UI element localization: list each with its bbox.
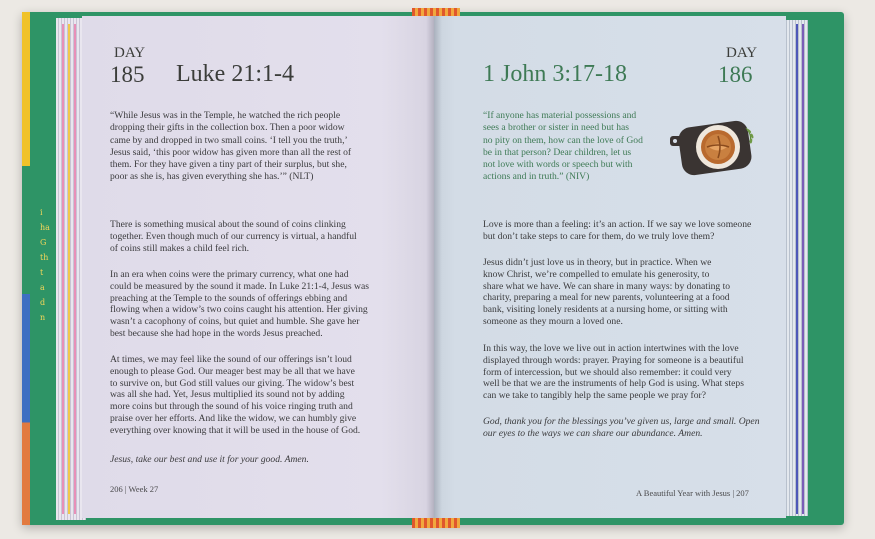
scripture-reference-left: Luke 21:1-4: [176, 61, 294, 87]
page-edge-pink: [62, 24, 64, 514]
cover-text-fragment: a: [40, 283, 45, 292]
cover-text-fragment: n: [40, 313, 46, 322]
scripture-verse-right: [483, 110, 643, 184]
page-footer-right: A Beautiful Year with Jesus | 207: [636, 488, 749, 498]
text-line: displayed through words: prayer. Praying for someone is a beautiful: [483, 354, 744, 366]
verse-line: be in that person? Dear children, let us: [483, 146, 632, 158]
text-line: flowing when a widow’s two coins caught his attention. Her giving: [110, 304, 368, 316]
text-line: know Christ, we’re compelled to emulate his generosity, to: [483, 268, 710, 280]
text-line: charity, preparing a meal for new parents, volunteering at a food: [483, 292, 730, 304]
devotional-paragraph-2-left: [110, 269, 369, 340]
text-line: everything over knowing that it will be used in the house of God.: [110, 424, 361, 436]
verse-line: them. For they have given a tiny part of their surplus, but she,: [110, 159, 347, 171]
verse-line: no pity on them, how can the love of God: [483, 134, 643, 146]
closing-prayer-left: Jesus, take our best and use it for your good. Amen.: [110, 454, 309, 465]
cover-text-fragment: G: [40, 238, 47, 247]
cover-text-fragment: ha: [40, 223, 50, 232]
verse-line: sees a brother or sister in need but has: [483, 122, 629, 134]
text-line: was all she had. Yet, Jesus multiplied its sound not by adding: [110, 389, 345, 401]
scripture-reference-right: 1 John 3:17-18: [483, 61, 627, 87]
page-edge-pink: [74, 24, 76, 514]
page-edge-yellow: [68, 24, 70, 514]
book-gutter-shadow: [426, 16, 442, 518]
day-label-right: DAY: [726, 45, 758, 61]
devotional-paragraph-1-right: [483, 219, 751, 243]
text-line: praise over her efforts. And like the widow, we can humbly give: [110, 412, 357, 424]
text-line: wasn’t a cacophony of coins, but quiet and humble. She gave her: [110, 316, 360, 328]
left-page: [82, 16, 434, 518]
verse-line: actions and in truth.” (NIV): [483, 171, 590, 183]
verse-line: “While Jesus was in the Temple, he watched the rich people: [110, 110, 341, 121]
text-line: our eyes to the ways we can share our abundance. Amen.: [483, 427, 703, 439]
cover-color-strip: [22, 12, 30, 525]
day-number-right: 186: [718, 62, 753, 87]
page-footer-left: 206 | Week 27: [110, 484, 159, 494]
page-edge-blue: [796, 24, 798, 514]
verse-line: dropping their gifts in the collection box. Then a poor widow: [110, 122, 345, 134]
scripture-verse-left: [110, 110, 351, 184]
text-line: but don’t take steps to care for them, do we truly love them?: [483, 230, 715, 242]
text-line: In an era when coins were the primary currency, what one had: [110, 269, 349, 280]
text-line: form of intercession, but we should also remember: it could very: [483, 366, 732, 378]
text-line: together. Even though much of our currency is virtual, a handful: [110, 230, 357, 242]
closing-prayer-right: [483, 416, 760, 440]
devotional-paragraph-3-left: [110, 354, 360, 437]
day-number-left: 185: [110, 62, 145, 87]
verse-line: Jesus said, ‘this poor widow has given more than all the rest of: [110, 146, 352, 158]
text-line: could be measured by the sound it made. In Luke 21:1-4, Jesus was: [110, 280, 369, 292]
cover-text-fragment: i: [40, 208, 43, 217]
text-line: God, thank you for the blessings you’ve given us, large and small. Open: [483, 416, 760, 427]
verse-line: came by and dropped in two small coins. ‘I tell you the truth,’: [110, 134, 348, 146]
text-line: bank, visiting lonely residents at a nursing home, or sitting with: [483, 304, 728, 316]
verse-line: poor as she is, has given everything she has.’” (NLT): [110, 171, 314, 183]
text-line: In this way, the love we live out in action intertwines with the love: [483, 343, 739, 354]
text-line: share what we have. We can share in many ways: by donating to: [483, 280, 731, 292]
text-line: At times, we may feel like the sound of our offerings isn’t loud: [110, 354, 352, 365]
text-line: well be that we are the instruments of help God is using. What steps: [483, 378, 744, 390]
devotional-paragraph-3-right: [483, 343, 744, 402]
verse-line: “If anyone has material possessions and: [483, 110, 637, 121]
cover-text-fragment: th: [40, 253, 49, 262]
text-line: There is something musical about the sound of coins clinking: [110, 219, 346, 230]
text-line: can we take to tangibly help the same people we pray for?: [483, 390, 706, 402]
cover-text-fragment: d: [40, 298, 46, 307]
day-label-left: DAY: [114, 45, 146, 61]
text-line: of coins still makes a child feel rich.: [110, 242, 250, 254]
text-line: Jesus didn’t just love us in theory, but in practice. When we: [483, 257, 712, 268]
text-line: enough to please God. Our meager best may be all that we have: [110, 365, 355, 377]
page-edge-purple: [802, 24, 804, 514]
text-line: Love is more than a feeling: it’s an action. If we say we love someone: [483, 219, 752, 230]
text-line: preaching at the Temple to the sounds of offerings ebbing and: [110, 292, 348, 304]
devotional-paragraph-1-left: [110, 219, 357, 254]
verse-line: not love with words or speech but with: [483, 159, 633, 171]
text-line: someone as they mourn a loved one.: [483, 315, 623, 327]
devotional-paragraph-2-right: [483, 257, 730, 328]
text-line: more coins but through the sound of his voice ringing truth and: [110, 401, 353, 413]
cover-text-fragment: t: [40, 268, 44, 277]
text-line: best because she had hope in the words Jesus preached.: [110, 327, 323, 339]
text-line: to survive on, but God still values our giving. The widow’s best: [110, 377, 355, 389]
bread-loaf-on-cutting-board-icon: [666, 114, 762, 184]
